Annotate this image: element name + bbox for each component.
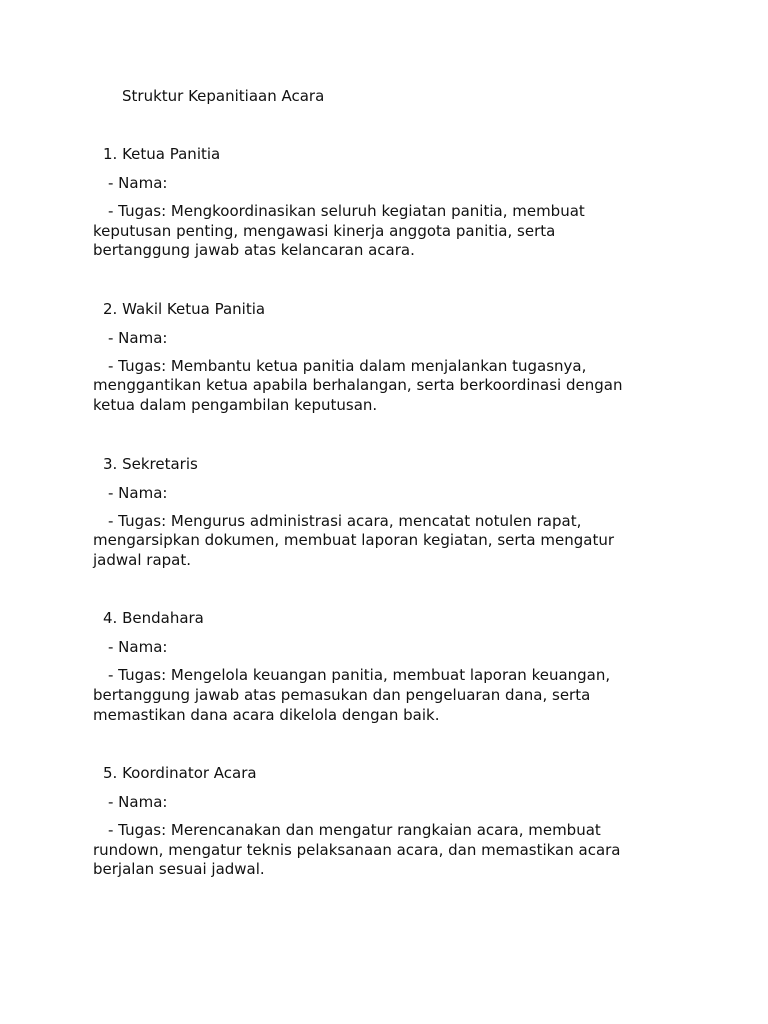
name-line: - Nama:	[108, 483, 168, 502]
name-line: - Nama:	[108, 793, 168, 812]
section-sekretaris	[93, 454, 653, 571]
section-koordinator-acara	[93, 763, 653, 880]
section-ketua-panitia	[93, 144, 653, 261]
duty-description: - Tugas: Mengkoordinasikan seluruh kegiatan panitia, membuat keputusan penting, mengawasi kinerja anggota panitia, serta bertanggung jawab atas kelancaran acara.	[93, 202, 585, 260]
name-line: - Nama:	[108, 328, 168, 347]
section-wakil-ketua-panitia	[93, 299, 653, 416]
duty-description: - Tugas: Merencanakan dan mengatur rangkaian acara, membuat rundown, mengatur teknis pelaksanaan acara, dan memastikan acara berjalan sesuai jadwal.	[93, 821, 621, 879]
name-line: - Nama:	[108, 174, 168, 192]
section-bendahara	[93, 608, 653, 725]
section-heading: 3. Sekretaris	[103, 454, 198, 473]
document-page	[93, 86, 653, 918]
name-line: - Nama:	[108, 638, 168, 657]
document-title: Struktur Kepanitiaan Acara	[122, 87, 325, 105]
duty-description: - Tugas: Mengelola keuangan panitia, membuat laporan keuangan, bertanggung jawab atas pemasukan dan pengeluaran dana, serta memastikan dana acara dikelola dengan baik.	[93, 666, 611, 724]
section-heading: 5. Koordinator Acara	[103, 764, 257, 783]
section-heading: 4. Bendahara	[103, 609, 204, 628]
duty-description: - Tugas: Mengurus administrasi acara, mencatat notulen rapat, mengarsipkan dokumen, membuat laporan kegiatan, serta mengatur jadwal rapat.	[93, 511, 614, 569]
section-heading: 1. Ketua Panitia	[103, 145, 221, 163]
duty-description: - Tugas: Membantu ketua panitia dalam menjalankan tugasnya, menggantikan ketua apabila berhalangan, serta berkoordinasi dengan ketua dalam pengambilan keputusan.	[93, 356, 623, 414]
section-heading: 2. Wakil Ketua Panitia	[103, 299, 266, 318]
